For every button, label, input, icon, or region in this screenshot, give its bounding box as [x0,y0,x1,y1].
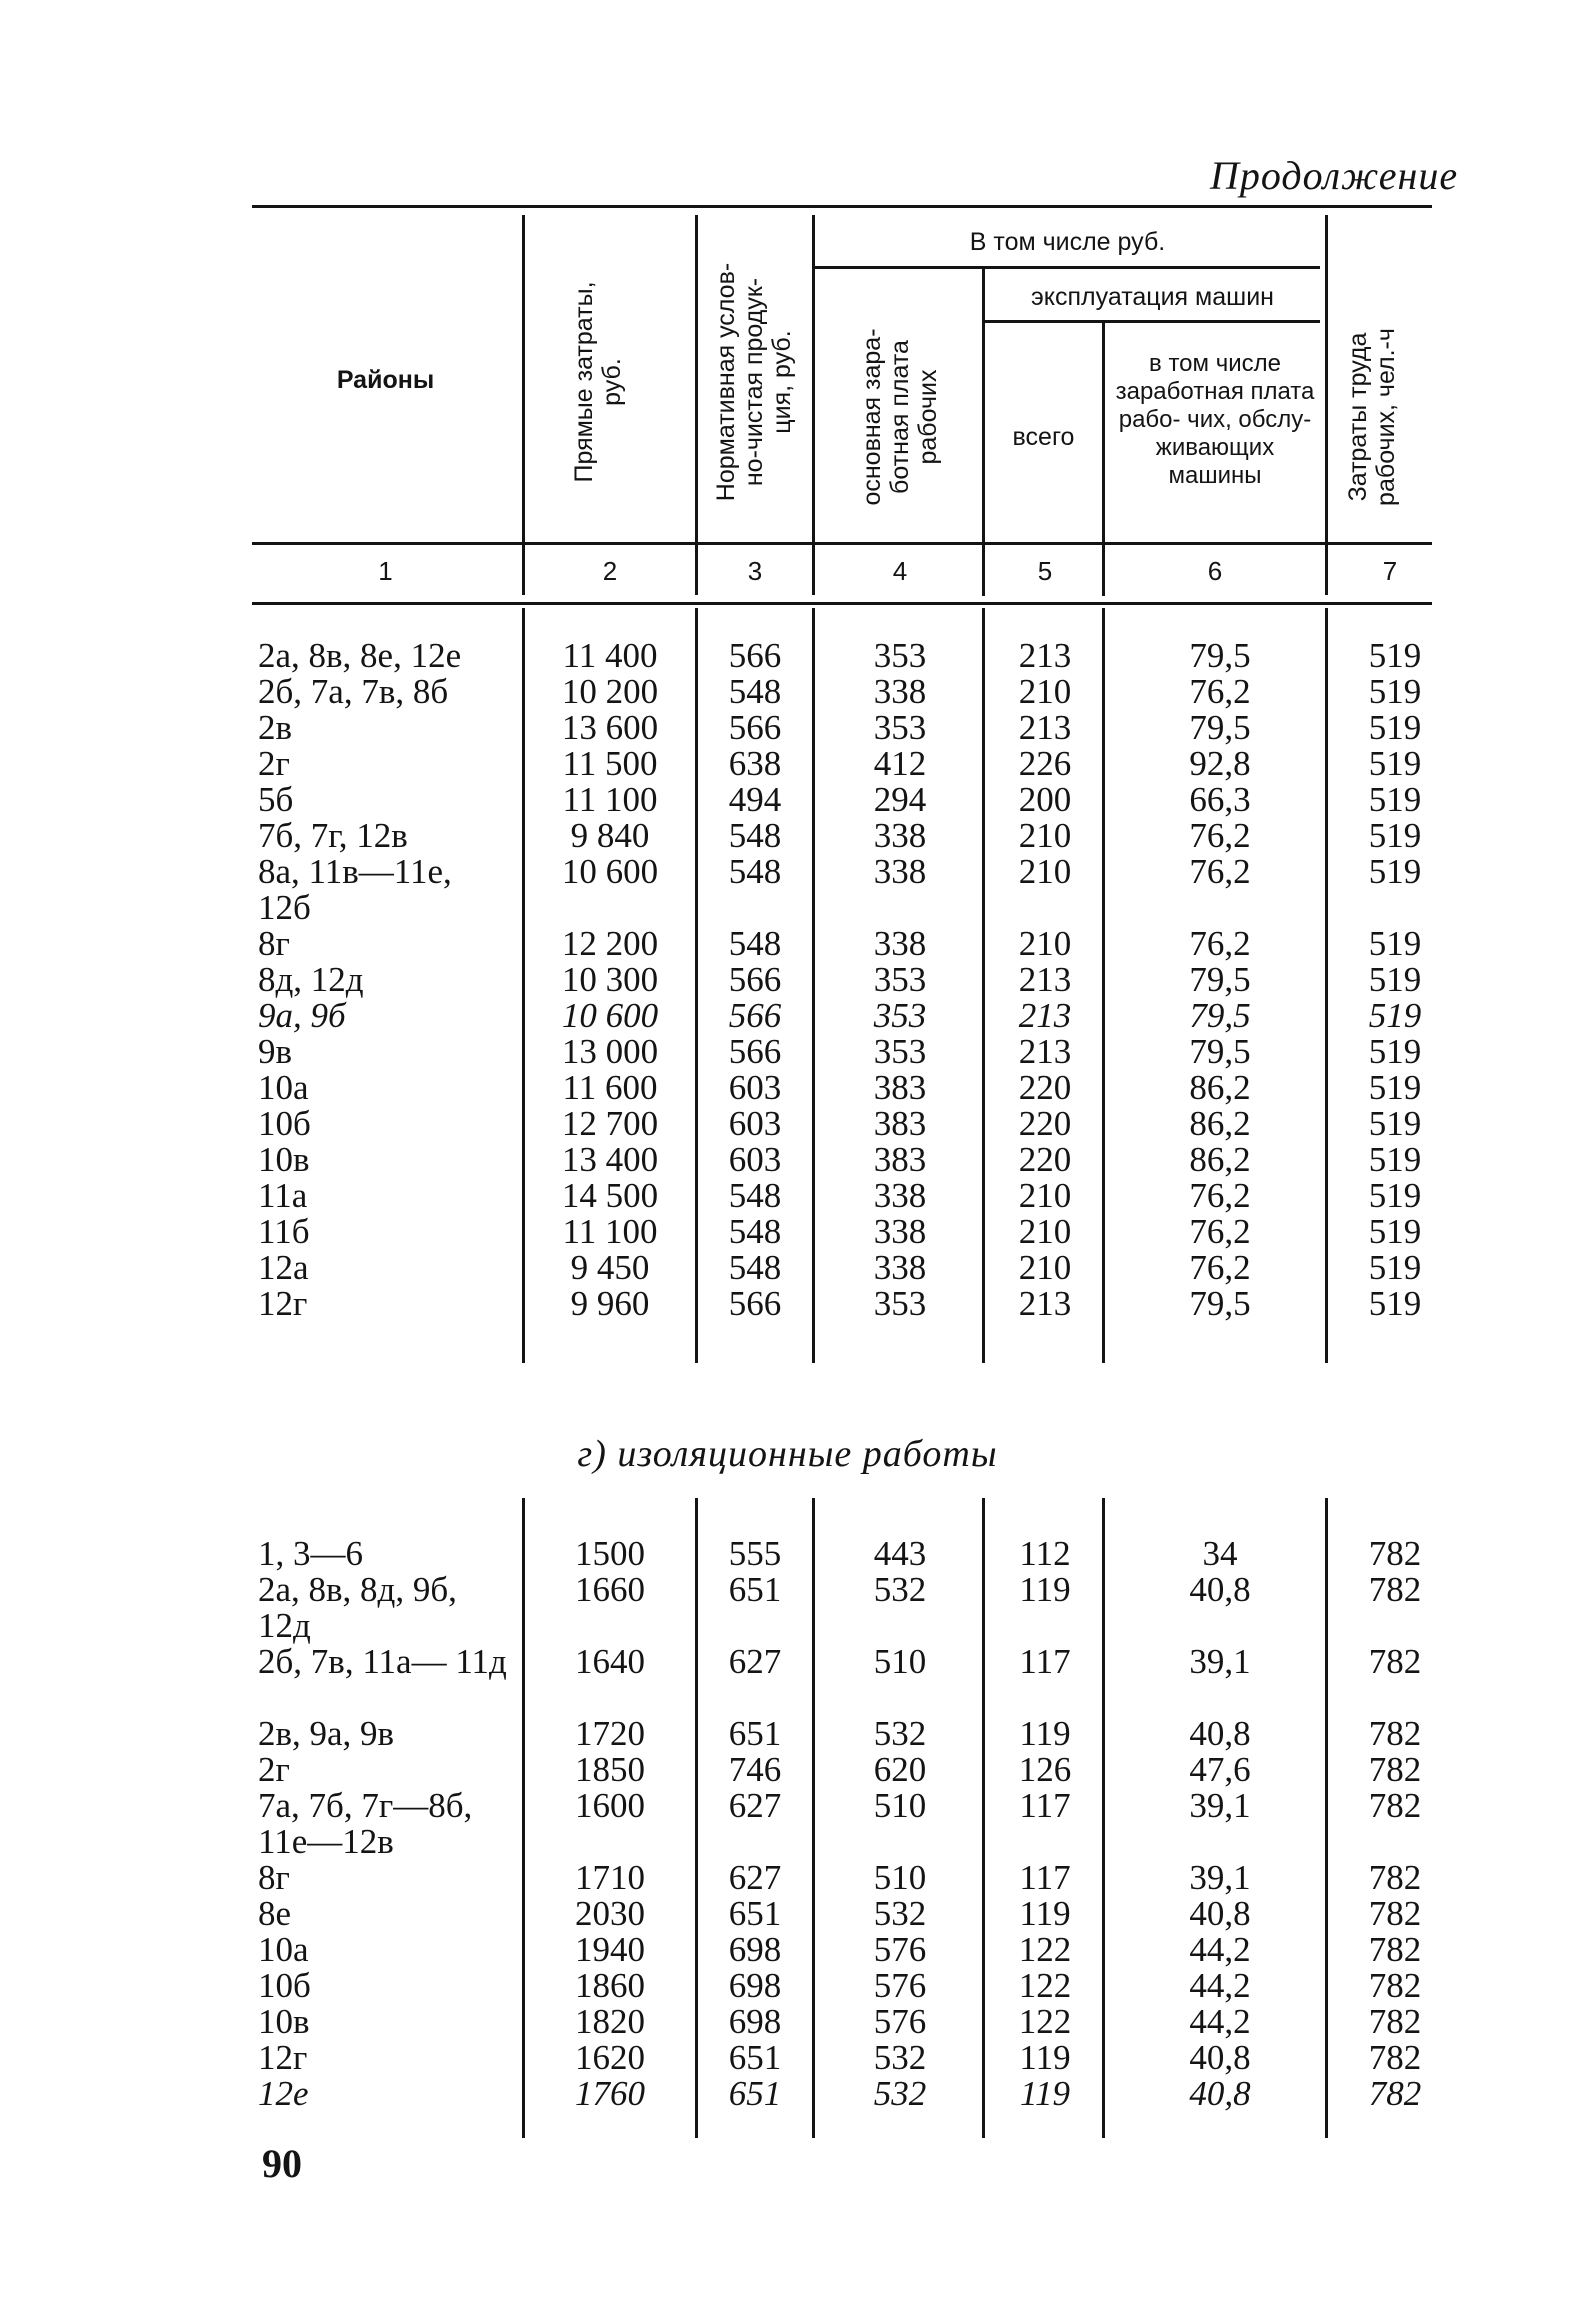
header-col3-line1: Нормативная услов- [712,262,740,502]
base-wages-cell: 338 [873,816,927,855]
machine-total-cell: 213 [1018,636,1072,675]
direct-costs-cell: 9 960 [570,1284,650,1323]
machine-total-cell: 213 [1018,1032,1072,1071]
labor-cell: 519 [1368,780,1422,819]
machine-wages-cell: 66,3 [1189,780,1251,819]
net-product-cell: 548 [728,924,782,963]
machine-total-cell: 220 [1018,1140,1072,1179]
net-product-cell: 651 [728,1714,782,1753]
region-cell: 12г [258,2038,308,2077]
base-wages-cell: 353 [873,1032,927,1071]
region-cell: 2в, 9а, 9в [258,1714,395,1753]
header-col-net-product [712,232,796,532]
header-vrule-6 [1325,215,1328,595]
header-col2-line2: руб. [598,358,626,406]
region-cell: 2в [258,708,293,747]
base-wages-cell: 338 [873,1248,927,1287]
base-wages-cell: 338 [873,852,927,891]
direct-costs-cell: 1940 [575,1930,645,1969]
base-wages-cell: 338 [873,672,927,711]
base-wages-cell: 532 [873,1570,927,1609]
base-wages-cell: 532 [873,2074,927,2113]
region-cell: 1, 3—6 [258,1534,363,1573]
machine-wages-cell: 44,2 [1189,1930,1251,1969]
labor-cell: 519 [1368,1176,1422,1215]
machine-total-cell: 117 [1019,1786,1071,1825]
direct-costs-cell: 1720 [575,1714,645,1753]
header-col-machine-wages: в том числе заработная плата рабо- чих, обслу- живающих машины [1115,350,1315,489]
direct-costs-cell: 1640 [575,1642,645,1681]
machine-wages-cell: 76,2 [1189,1212,1251,1251]
machine-total-cell: 210 [1018,924,1072,963]
machine-wages-cell: 34 [1202,1534,1238,1573]
machine-total-cell: 117 [1019,1642,1071,1681]
labor-cell: 519 [1368,672,1422,711]
region-cell: 10а [258,1930,309,1969]
page-number: 90 [262,2141,302,2186]
machine-wages-cell: 79,5 [1189,636,1251,675]
base-wages-cell: 383 [873,1140,927,1179]
base-wages-cell: 338 [873,1176,927,1215]
labor-cell: 519 [1368,816,1422,855]
column-number-5: 5 [1037,556,1053,586]
base-wages-cell: 532 [873,2038,927,2077]
machine-wages-cell: 40,8 [1189,2038,1251,2077]
body1-vrule-2 [695,608,698,1363]
net-product-cell: 566 [728,708,782,747]
header-col-total: всего [1012,423,1075,451]
machine-wages-cell: 39,1 [1189,1858,1251,1897]
machine-total-cell: 210 [1018,816,1072,855]
machine-wages-cell: 44,2 [1189,2002,1251,2041]
direct-costs-cell: 1760 [575,2074,645,2113]
header-col4-line3: рабочих [914,369,942,465]
net-product-cell: 651 [728,2074,782,2113]
machine-total-cell: 117 [1019,1858,1071,1897]
net-product-cell: 566 [728,1032,782,1071]
region-cell: 12а [258,1248,309,1287]
group-rule [815,266,1320,269]
machine-wages-cell: 79,5 [1189,1032,1251,1071]
machine-total-cell: 122 [1018,1930,1072,1969]
base-wages-cell: 443 [873,1534,927,1573]
body2-vrule-4 [982,1498,985,2138]
direct-costs-cell: 1860 [575,1966,645,2005]
net-product-cell: 627 [728,1858,782,1897]
machine-wages-cell: 47,6 [1189,1750,1251,1789]
net-product-cell: 494 [728,780,782,819]
labor-cell: 519 [1368,708,1422,747]
net-product-cell: 627 [728,1642,782,1681]
region-cell: 8г [258,924,290,963]
labor-cell: 519 [1368,1104,1422,1143]
labor-cell: 782 [1368,1930,1422,1969]
direct-costs-cell: 13 600 [561,708,659,747]
net-product-cell: 548 [728,852,782,891]
machine-wages-cell: 79,5 [1189,960,1251,999]
machine-total-cell: 119 [1019,1570,1071,1609]
base-wages-cell: 383 [873,1068,927,1107]
base-wages-cell: 338 [873,924,927,963]
machine-total-cell: 213 [1018,996,1072,1035]
direct-costs-cell: 1620 [575,2038,645,2077]
direct-costs-cell: 11 500 [562,744,658,783]
labor-cell: 782 [1368,1534,1422,1573]
net-product-cell: 746 [728,1750,782,1789]
direct-costs-cell: 12 700 [561,1104,659,1143]
region-cell: 9в [258,1032,293,1071]
body2-vrule-5 [1102,1498,1105,2138]
labor-cell: 519 [1368,636,1422,675]
base-wages-cell: 338 [873,1212,927,1251]
machine-wages-cell: 76,2 [1189,1176,1251,1215]
header-col-regions: Районы [336,366,435,394]
net-product-cell: 566 [728,996,782,1035]
base-wages-cell: 532 [873,1894,927,1933]
net-product-cell: 651 [728,1570,782,1609]
region-cell: 11а [258,1176,308,1215]
labor-cell: 519 [1368,996,1422,1035]
labor-cell: 782 [1368,1714,1422,1753]
direct-costs-cell: 2030 [575,1894,645,1933]
column-number-6: 6 [1207,556,1223,586]
region-cell: 8г [258,1858,290,1897]
base-wages-cell: 353 [873,996,927,1035]
column-number-7: 7 [1382,556,1398,586]
labor-cell: 519 [1368,1032,1422,1071]
labor-cell: 782 [1368,1786,1422,1825]
machine-total-cell: 119 [1019,1714,1071,1753]
header-vrule-1 [522,215,525,595]
region-cell: 5б [258,780,294,819]
machine-wages-cell: 79,5 [1189,708,1251,747]
labor-cell: 782 [1368,1570,1422,1609]
body2-vrule-2 [695,1498,698,2138]
net-product-cell: 698 [728,1930,782,1969]
header-subgroup-title: эксплуатация машин [1031,283,1274,311]
direct-costs-cell: 1850 [575,1750,645,1789]
machine-total-cell: 210 [1018,672,1072,711]
column-number-4: 4 [892,556,908,586]
header-col3-line3: ция, руб. [768,330,796,434]
net-product-cell: 627 [728,1786,782,1825]
header-col-direct-costs [570,232,626,532]
machine-wages-cell: 79,5 [1189,1284,1251,1323]
machine-wages-cell: 76,2 [1189,1248,1251,1287]
net-product-cell: 698 [728,2002,782,2041]
direct-costs-cell: 11 600 [562,1068,658,1107]
header-bottom-rule [252,542,1432,545]
region-cell: 10б [258,1104,311,1143]
machine-wages-cell: 39,1 [1189,1786,1251,1825]
header-col4-line1: основная зара- [858,328,886,506]
machine-total-cell: 119 [1020,2074,1070,2113]
region-cell: 10а [258,1068,309,1107]
labor-cell: 782 [1368,2002,1422,2041]
direct-costs-cell: 10 300 [561,960,659,999]
labor-cell: 519 [1368,1248,1422,1287]
body1-vrule-4 [982,608,985,1363]
base-wages-cell: 576 [873,2002,927,2041]
region-cell: 2а, 8в, 8е, 12е [258,636,462,675]
machine-wages-cell: 40,8 [1189,1570,1251,1609]
net-product-cell: 638 [728,744,782,783]
direct-costs-cell: 12 200 [561,924,659,963]
section-title: г) изоляционные работы [577,1433,998,1475]
net-product-cell: 603 [728,1068,782,1107]
region-cell: 10в [258,2002,310,2041]
labor-cell: 782 [1368,1858,1422,1897]
net-product-cell: 548 [728,816,782,855]
direct-costs-cell: 9 840 [570,816,650,855]
labor-cell: 519 [1368,1284,1422,1323]
machine-wages-cell: 86,2 [1189,1068,1251,1107]
region-cell: 8е [258,1894,292,1933]
direct-costs-cell: 11 100 [562,1212,658,1251]
machine-total-cell: 213 [1018,960,1072,999]
base-wages-cell: 576 [873,1930,927,1969]
direct-costs-cell: 11 100 [562,780,658,819]
machine-total-cell: 200 [1018,780,1072,819]
region-cell: 10в [258,1140,310,1179]
column-number-1: 1 [378,556,393,586]
header-top-rule [252,205,1432,208]
header-group-title: В том числе руб. [969,228,1166,256]
machine-wages-cell: 92,8 [1189,744,1251,783]
machine-total-cell: 213 [1018,1284,1072,1323]
base-wages-cell: 510 [873,1642,927,1681]
region-cell: 8а, 11в—11е, 12б [258,852,452,927]
continuation-label: Продолжение [1210,153,1459,198]
direct-costs-cell: 10 200 [561,672,659,711]
net-product-cell: 651 [728,2038,782,2077]
header-vrule-2 [695,215,698,595]
net-product-cell: 603 [728,1104,782,1143]
labor-cell: 519 [1368,1068,1422,1107]
machine-total-cell: 210 [1018,852,1072,891]
direct-costs-cell: 11 400 [562,636,658,675]
labor-cell: 519 [1368,744,1422,783]
net-product-cell: 548 [728,1212,782,1251]
machine-wages-cell: 40,8 [1189,1714,1251,1753]
direct-costs-cell: 14 500 [561,1176,659,1215]
labor-cell: 782 [1368,1642,1422,1681]
machine-wages-cell: 86,2 [1189,1104,1251,1143]
body1-vrule-5 [1102,608,1105,1363]
net-product-cell: 548 [728,1248,782,1287]
machine-wages-cell: 40,8 [1189,1894,1251,1933]
machine-total-cell: 119 [1019,2038,1071,2077]
base-wages-cell: 510 [873,1786,927,1825]
direct-costs-cell: 13 400 [561,1140,659,1179]
machine-wages-cell: 76,2 [1189,672,1251,711]
body1-vrule-1 [522,608,525,1363]
machine-total-cell: 226 [1018,744,1072,783]
direct-costs-cell: 9 450 [570,1248,650,1287]
region-cell: 2г [258,744,290,783]
region-cell: 9а, 9б [258,996,346,1035]
net-product-cell: 566 [728,1284,782,1323]
base-wages-cell: 353 [873,1284,927,1323]
labor-cell: 782 [1368,1894,1422,1933]
machine-total-cell: 112 [1019,1534,1071,1573]
base-wages-cell: 532 [873,1714,927,1753]
net-product-cell: 603 [728,1140,782,1179]
column-number-2: 2 [602,556,618,586]
region-cell: 11б [258,1212,310,1251]
direct-costs-cell: 1710 [575,1858,645,1897]
region-cell: 7б, 7г, 12в [258,816,408,855]
direct-costs-cell: 1820 [575,2002,645,2041]
net-product-cell: 548 [728,1176,782,1215]
labor-cell: 519 [1368,924,1422,963]
subgroup-rule [985,320,1320,323]
header-col-base-wages [858,302,942,532]
net-product-cell: 566 [728,960,782,999]
direct-costs-cell: 10 600 [561,852,659,891]
region-cell: 10б [258,1966,311,2005]
machine-total-cell: 213 [1018,708,1072,747]
machine-total-cell: 210 [1018,1248,1072,1287]
header-col4-line2: ботная плата [886,340,914,494]
labor-cell: 519 [1368,1212,1422,1251]
region-cell: 2б, 7а, 7в, 8б [258,672,449,711]
machine-total-cell: 210 [1018,1176,1072,1215]
machine-wages-cell: 76,2 [1189,924,1251,963]
net-product-cell: 548 [728,672,782,711]
machine-wages-cell: 79,5 [1189,996,1251,1035]
region-cell: 2а, 8в, 8д, 9б, 12д [258,1570,457,1645]
labor-cell: 782 [1368,2038,1422,2077]
machine-total-cell: 220 [1018,1068,1072,1107]
labor-cell: 519 [1368,960,1422,999]
body1-vrule-3 [812,608,815,1363]
base-wages-cell: 294 [873,780,927,819]
labor-cell: 782 [1368,1966,1422,2005]
header-vrule-3 [812,215,815,595]
base-wages-cell: 383 [873,1104,927,1143]
net-product-cell: 651 [728,1894,782,1933]
net-product-cell: 555 [728,1534,782,1573]
header-vrule-5 [1102,320,1105,596]
labor-cell: 782 [1368,1750,1422,1789]
direct-costs-cell: 1660 [575,1570,645,1609]
region-cell: 7а, 7б, 7г—8б, 11е—12в [258,1786,473,1861]
header-col-labor [1344,302,1400,532]
machine-wages-cell: 76,2 [1189,816,1251,855]
machine-total-cell: 220 [1018,1104,1072,1143]
header-col7-line2: рабочих, чел.-ч [1372,328,1400,506]
machine-wages-cell: 86,2 [1189,1140,1251,1179]
region-cell: 8д, 12д [258,960,364,999]
net-product-cell: 566 [728,636,782,675]
base-wages-cell: 353 [873,960,927,999]
base-wages-cell: 510 [873,1858,927,1897]
column-number-rule [252,602,1432,605]
header-col3-line2: но-чистая продук- [740,277,768,487]
labor-cell: 782 [1368,2074,1422,2113]
direct-costs-cell: 1600 [575,1786,645,1825]
machine-total-cell: 122 [1018,1966,1072,2005]
net-product-cell: 698 [728,1966,782,2005]
region-cell: 2г [258,1750,290,1789]
machine-total-cell: 210 [1018,1212,1072,1251]
labor-cell: 519 [1368,852,1422,891]
base-wages-cell: 620 [873,1750,927,1789]
direct-costs-cell: 10 600 [561,996,659,1035]
machine-total-cell: 119 [1019,1894,1071,1933]
direct-costs-cell: 13 000 [561,1032,659,1071]
machine-total-cell: 126 [1018,1750,1072,1789]
region-cell: 12е [258,2074,309,2113]
base-wages-cell: 412 [873,744,927,783]
labor-cell: 519 [1368,1140,1422,1179]
header-col7-line1: Затраты труда [1344,332,1372,502]
direct-costs-cell: 1500 [575,1534,645,1573]
machine-wages-cell: 39,1 [1189,1642,1251,1681]
base-wages-cell: 353 [873,636,927,675]
machine-total-cell: 122 [1018,2002,1072,2041]
machine-wages-cell: 76,2 [1189,852,1251,891]
base-wages-cell: 576 [873,1966,927,2005]
column-number-3: 3 [747,556,763,586]
body2-vrule-3 [812,1498,815,2138]
body2-vrule-1 [522,1498,525,2138]
base-wages-cell: 353 [873,708,927,747]
machine-wages-cell: 44,2 [1189,1966,1251,2005]
machine-wages-cell: 40,8 [1189,2074,1251,2113]
header-col2-line1: Прямые затраты, [570,281,598,483]
region-cell: 12г [258,1284,308,1323]
region-cell: 2б, 7в, 11а— 11д [258,1642,507,1681]
